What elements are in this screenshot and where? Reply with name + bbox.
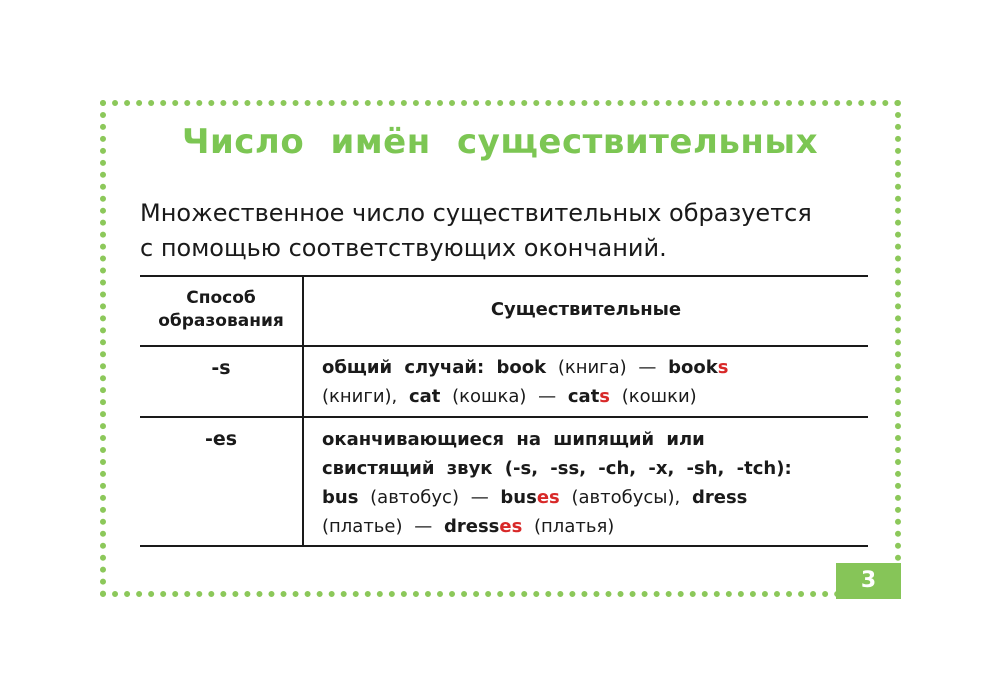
row-1-line-0 xyxy=(322,425,862,454)
bold-text: book xyxy=(496,357,547,378)
row-content-es xyxy=(322,425,862,541)
row-1-line-2 xyxy=(322,483,862,512)
bold-text: cat xyxy=(567,386,600,407)
translation-text: (автобусы), xyxy=(559,487,692,508)
translation-text: (платье) — xyxy=(322,516,444,537)
intro-line-1: Множественное число существительных образуется xyxy=(140,199,812,227)
bold-text: dress xyxy=(443,516,500,537)
plural-ending: es xyxy=(536,487,560,508)
bold-text: cat xyxy=(408,386,441,407)
intro-paragraph xyxy=(140,196,880,266)
row-0-line-1 xyxy=(322,382,862,411)
plural-ending: es xyxy=(499,516,523,537)
row-method-es: -es xyxy=(204,428,238,450)
row-1-line-1 xyxy=(322,454,862,483)
translation-text: (платья) xyxy=(522,516,615,537)
table-bottom-rule xyxy=(140,545,868,547)
plural-formation-table xyxy=(140,275,868,547)
row-divider-rule xyxy=(140,416,868,418)
bold-text: bus xyxy=(500,487,537,508)
intro-line-2: с помощью соответствующих окончаний. xyxy=(140,234,667,262)
header-bottom-rule xyxy=(140,345,868,347)
header-nouns: Существительные xyxy=(490,299,682,320)
bold-text: book xyxy=(668,357,718,378)
bold-text: общий случай: xyxy=(322,357,497,378)
row-method-s: -s xyxy=(211,357,231,379)
row-1-line-3 xyxy=(322,512,862,541)
translation-text: (кошка) — xyxy=(440,386,568,407)
translation-text: (автобус) — xyxy=(358,487,501,508)
translation-text: (кошки) xyxy=(610,386,697,407)
bold-text: свистящий звук (-s, -ss, -ch, -x, -sh, -tch): xyxy=(322,458,792,479)
bold-text: dress xyxy=(691,487,748,508)
translation-text: (книга) — xyxy=(546,357,669,378)
plural-ending: s xyxy=(717,357,729,378)
header-method-line-2: образования xyxy=(158,311,284,331)
page-title: Число имён существительных xyxy=(181,122,819,162)
row-content-s xyxy=(322,353,862,411)
bold-text: оканчивающиеся на шипящий или xyxy=(322,429,705,450)
row-0-line-0 xyxy=(322,353,862,382)
translation-text: (книги), xyxy=(322,386,409,407)
bold-text: bus xyxy=(322,487,359,508)
table-top-rule xyxy=(140,275,868,277)
plural-ending: s xyxy=(599,386,611,407)
page-number-badge: 3 xyxy=(836,563,901,599)
header-method xyxy=(140,287,302,333)
header-method-line-1: Способ xyxy=(186,288,256,308)
